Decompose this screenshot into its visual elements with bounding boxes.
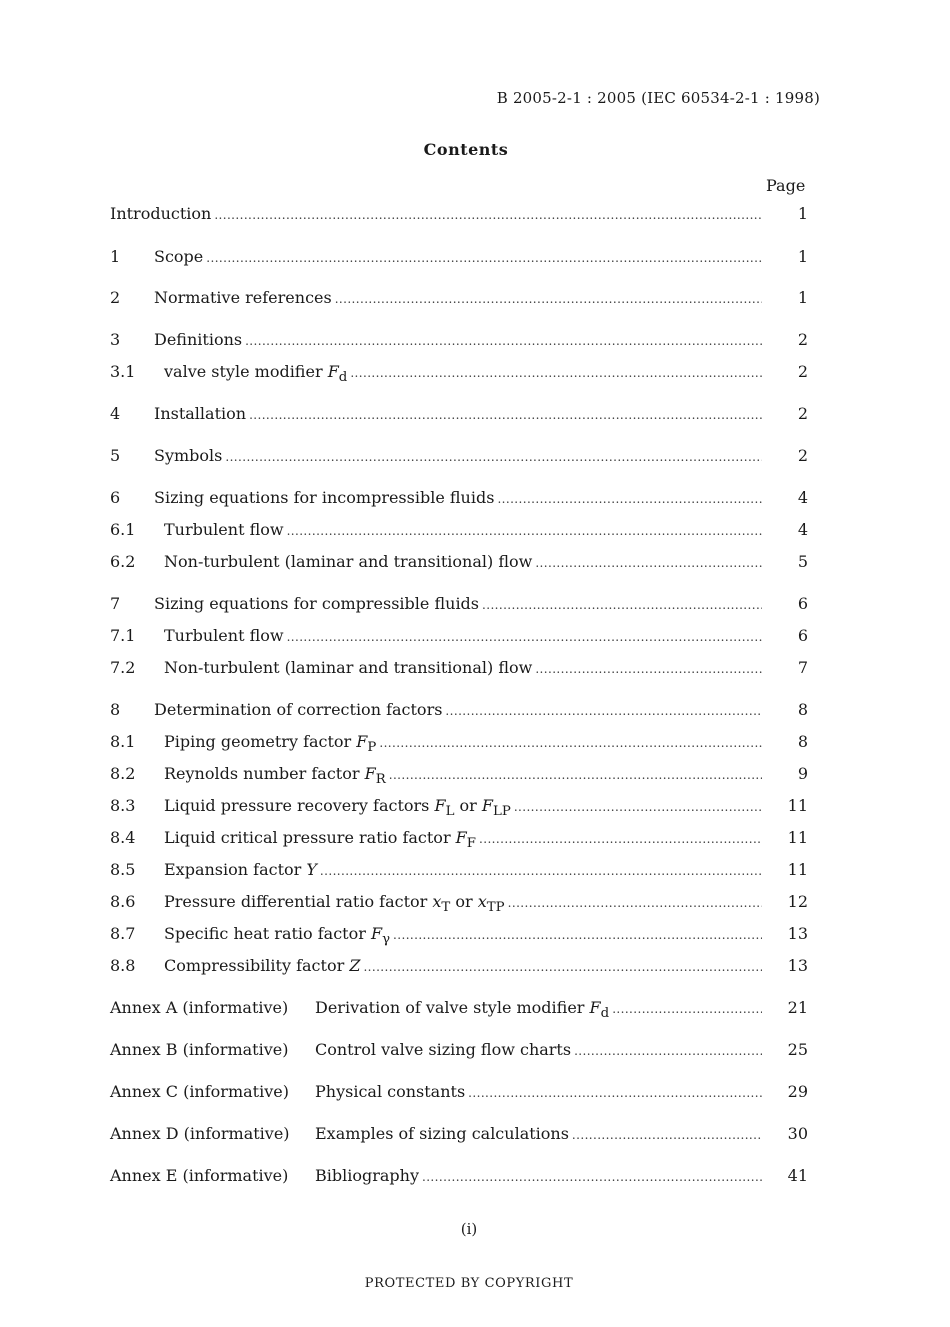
toc-leader-dots — [393, 928, 762, 942]
toc-entry-expansion-factor[interactable] — [110, 860, 810, 884]
annex-label: Annex B (informative) — [110, 1040, 289, 1059]
toc-page-number: 4 — [797, 520, 808, 539]
toc-title: Derivation of valve style modifier $F_d$ — [315, 998, 610, 1022]
toc-leader-dots — [379, 736, 762, 750]
annex-label: Annex E (informative) — [110, 1166, 289, 1185]
toc-page-number: 41 — [787, 1166, 808, 1185]
toc-title: Normative references — [154, 288, 332, 307]
toc-entry-piping-geometry-factor[interactable] — [110, 732, 810, 756]
toc-number: 2 — [110, 288, 121, 307]
toc-number: 8.6 — [110, 892, 136, 911]
toc-leader-dots — [479, 832, 762, 846]
toc-title: Liquid critical pressure ratio factor $F_F$ — [164, 828, 477, 852]
toc-page-number: 25 — [787, 1040, 808, 1059]
toc-leader-dots — [572, 1128, 762, 1142]
toc-page-number: 8 — [797, 732, 808, 751]
toc-entry-valve-style-modifier[interactable] — [110, 362, 810, 386]
toc-entry-introduction[interactable] — [110, 204, 810, 228]
toc-leader-dots — [287, 524, 762, 538]
toc-title: Turbulent flow — [164, 626, 284, 645]
toc-number: 8.2 — [110, 764, 136, 783]
toc-leader-dots — [612, 1002, 762, 1016]
toc-entry-annex-b[interactable] — [110, 1040, 810, 1064]
annex-label: Annex A (informative) — [110, 998, 289, 1017]
toc-number: 8.7 — [110, 924, 136, 943]
toc-entry-turbulent-flow-incompressible[interactable] — [110, 520, 810, 544]
toc-title: Physical constants — [315, 1082, 466, 1101]
toc-leader-dots — [422, 1170, 762, 1184]
toc-number: 8.8 — [110, 956, 136, 975]
toc-entry-liquid-pressure-recovery[interactable] — [110, 796, 810, 820]
toc-entry-scope[interactable] — [110, 247, 810, 271]
toc-number: 7 — [110, 594, 121, 613]
annex-label: Annex D (informative) — [110, 1124, 290, 1143]
toc-number: 3.1 — [110, 362, 136, 381]
toc-leader-dots — [287, 630, 762, 644]
toc-leader-dots — [225, 450, 762, 464]
toc-number: 8.4 — [110, 828, 136, 847]
toc-page-number: 12 — [787, 892, 808, 911]
toc-page-number: 6 — [797, 626, 808, 645]
toc-number: 6.2 — [110, 552, 136, 571]
toc-entry-normative-references[interactable] — [110, 288, 810, 312]
toc-entry-non-turbulent-flow-compressible[interactable] — [110, 658, 810, 682]
toc-entry-definitions[interactable] — [110, 330, 810, 354]
toc-title: Non-turbulent (laminar and transitional) flow — [164, 658, 533, 677]
toc-title: Bibliography — [315, 1166, 419, 1185]
toc-page-number: 13 — [787, 924, 808, 943]
toc-entry-compressibility-factor[interactable] — [110, 956, 810, 980]
toc-page-number: 2 — [797, 362, 808, 381]
toc-number: 7.2 — [110, 658, 136, 677]
toc-title: Scope — [154, 247, 204, 266]
toc-page-number: 9 — [797, 764, 808, 783]
toc-entry-annex-d[interactable] — [110, 1124, 810, 1148]
toc-number: 8.3 — [110, 796, 136, 815]
toc-page-number: 1 — [797, 288, 808, 307]
toc-leader-dots — [350, 366, 762, 380]
toc-page-number: 11 — [787, 796, 808, 815]
toc-page-number: 2 — [797, 330, 808, 349]
toc-page-number: 6 — [797, 594, 808, 613]
toc-title: Control valve sizing flow charts — [315, 1040, 572, 1059]
toc-leader-dots — [320, 864, 762, 878]
toc-title: Introduction — [110, 204, 212, 223]
toc-entry-annex-c[interactable] — [110, 1082, 810, 1106]
toc-title: Liquid pressure recovery factors $F_L$ or $F_{LP}$ — [164, 796, 511, 820]
toc-page-number: 13 — [787, 956, 808, 975]
toc-leader-dots — [574, 1044, 762, 1058]
annex-label: Annex C (informative) — [110, 1082, 289, 1101]
toc-leader-dots — [363, 960, 762, 974]
toc-title: Determination of correction factors — [154, 700, 443, 719]
toc-page-number: 29 — [787, 1082, 808, 1101]
toc-leader-dots — [482, 598, 762, 612]
toc-entry-incompressible-fluids[interactable] — [110, 488, 810, 512]
toc-page-number: 2 — [797, 446, 808, 465]
toc-number: 8.1 — [110, 732, 136, 751]
toc-page-number: 2 — [797, 404, 808, 423]
toc-title: Piping geometry factor $F_P$ — [164, 732, 377, 756]
toc-page-number: 11 — [787, 828, 808, 847]
toc-title: Symbols — [154, 446, 223, 465]
toc-entry-correction-factors[interactable] — [110, 700, 810, 724]
toc-page-number: 21 — [787, 998, 808, 1017]
toc-entry-non-turbulent-flow-incompressible[interactable] — [110, 552, 810, 576]
toc-leader-dots — [535, 662, 762, 676]
toc-page-number: 4 — [797, 488, 808, 507]
toc-title: Non-turbulent (laminar and transitional) flow — [164, 552, 533, 571]
toc-leader-dots — [245, 334, 762, 348]
toc-title: Sizing equations for incompressible fluids — [154, 488, 495, 507]
toc-title: Expansion factor Y — [164, 860, 317, 879]
toc-entry-annex-e[interactable] — [110, 1166, 810, 1190]
toc-leader-dots — [335, 292, 762, 306]
toc-entry-pressure-differential-ratio[interactable] — [110, 892, 810, 916]
toc-leader-dots — [214, 208, 762, 222]
toc-title: Compressibility factor Z — [164, 956, 361, 975]
toc-number: 1 — [110, 247, 121, 266]
toc-title: Turbulent flow — [164, 520, 284, 539]
toc-leader-dots — [514, 800, 762, 814]
toc-leader-dots — [508, 896, 762, 910]
toc-title: Definitions — [154, 330, 243, 349]
toc-page-number: 30 — [787, 1124, 808, 1143]
toc-number: 3 — [110, 330, 121, 349]
toc-entry-liquid-critical-pressure-ratio[interactable] — [110, 828, 810, 852]
toc-page-number: 11 — [787, 860, 808, 879]
toc-leader-dots — [445, 704, 762, 718]
toc-leader-dots — [468, 1086, 762, 1100]
toc-leader-dots — [389, 768, 762, 782]
toc-entry-compressible-fluids[interactable] — [110, 594, 810, 618]
toc-number: 8.5 — [110, 860, 136, 879]
toc-page-number: 8 — [797, 700, 808, 719]
toc-number: 4 — [110, 404, 121, 423]
toc-title: Specific heat ratio factor $F_\gamma$ — [164, 924, 391, 948]
standard-reference: B 2005-2-1 : 2005 (IEC 60534-2-1 : 1998) — [496, 89, 820, 107]
toc-entry-turbulent-flow-compressible[interactable] — [110, 626, 810, 650]
toc-leader-dots — [497, 492, 762, 506]
toc-title: Pressure differential ratio factor $x_T$ or $x_{TP}$ — [164, 892, 505, 916]
toc-entry-symbols[interactable] — [110, 446, 810, 470]
page-column-heading: Page — [766, 176, 806, 195]
toc-entry-specific-heat-ratio[interactable] — [110, 924, 810, 948]
page-number-footer: (i) — [460, 1220, 478, 1238]
toc-number: 8 — [110, 700, 121, 719]
toc-entry-installation[interactable] — [110, 404, 810, 428]
toc-title: valve style modifier $F_d$ — [164, 362, 348, 386]
toc-page-number: 7 — [797, 658, 808, 677]
toc-page-number: 1 — [797, 204, 808, 223]
toc-leader-dots — [249, 408, 762, 422]
toc-title: Installation — [154, 404, 247, 423]
toc-page-number: 1 — [797, 247, 808, 266]
toc-title: Reynolds number factor $F_R$ — [164, 764, 386, 788]
toc-page-number: 5 — [797, 552, 808, 571]
page-title: Contents — [423, 140, 509, 159]
toc-entry-annex-a[interactable] — [110, 998, 810, 1022]
toc-leader-dots — [535, 556, 762, 570]
toc-number: 6 — [110, 488, 121, 507]
toc-number: 6.1 — [110, 520, 136, 539]
toc-title: Sizing equations for compressible fluids — [154, 594, 480, 613]
toc-entry-reynolds-number-factor[interactable] — [110, 764, 810, 788]
copyright-notice: PROTECTED BY COPYRIGHT — [364, 1276, 574, 1291]
toc-title: Examples of sizing calculations — [315, 1124, 569, 1143]
toc-leader-dots — [206, 251, 762, 265]
toc-number: 7.1 — [110, 626, 136, 645]
toc-number: 5 — [110, 446, 121, 465]
